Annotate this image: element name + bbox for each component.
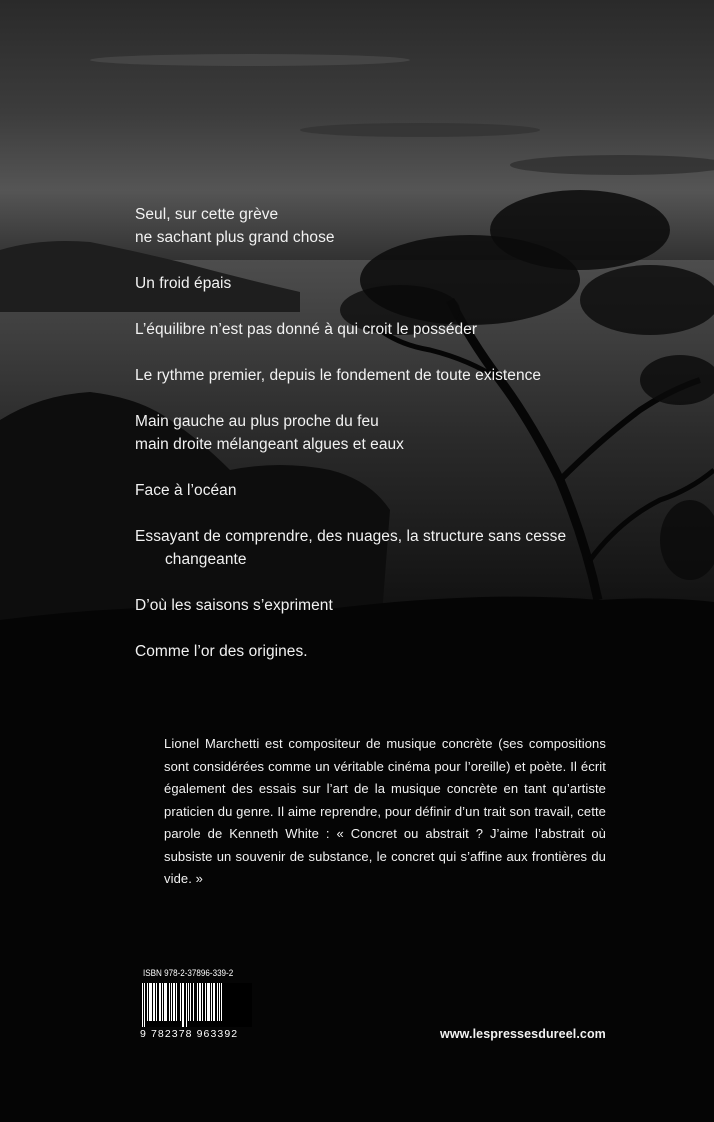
poem-line: L’équilibre n’est pas donné à qui croit le posséder bbox=[135, 321, 478, 338]
poem-stanza bbox=[135, 272, 605, 295]
poem-stanza bbox=[135, 594, 605, 617]
barcode-digits: 9 782378 963392 bbox=[140, 1028, 239, 1040]
poem-line: Essayant de comprendre, des nuages, la structure sans cesse bbox=[135, 528, 567, 545]
poem-line: Face à l’océan bbox=[135, 482, 237, 499]
barcode-bar bbox=[180, 983, 181, 1021]
poem-line: Main gauche au plus proche du feu bbox=[135, 413, 379, 430]
barcode-bar bbox=[159, 983, 161, 1021]
barcode-bar bbox=[217, 983, 218, 1021]
poem-stanza bbox=[135, 410, 605, 456]
barcode-bar bbox=[186, 983, 187, 1027]
poem bbox=[135, 203, 605, 686]
barcode-bar bbox=[156, 983, 157, 1021]
author-bio: Lionel Marchetti est compositeur de musique concrète (ses compositions sont considérées comme un véritable cinéma pour l’oreille) et poète. Il écrit également des essais sur l’art de la musique concrète en tant qu’artiste praticien du genre. Il aime reprendre, pour définir d’un trait son travail, cette parole de Kenneth White : « Concret ou abstrait ? J’aime l’abstrait où subsiste un souvenir de substance, le concret qui s’affine aux frontières du vide. » bbox=[164, 736, 606, 886]
poem-line: changeante bbox=[165, 551, 247, 568]
poem-stanza bbox=[135, 479, 605, 502]
poem-line: Seul, sur cette grève bbox=[135, 206, 279, 223]
poem-line: ne sachant plus grand chose bbox=[135, 229, 335, 246]
barcode-bar bbox=[176, 983, 177, 1021]
poem-stanza bbox=[135, 318, 605, 341]
barcode-bar bbox=[149, 983, 152, 1021]
publisher-website[interactable]: www.lespressesdureel.com bbox=[440, 1027, 606, 1041]
poem-stanza bbox=[135, 640, 605, 663]
isbn-block bbox=[140, 968, 260, 1039]
barcode-bar bbox=[169, 983, 170, 1021]
barcode-bar bbox=[182, 983, 184, 1027]
barcode-bar bbox=[199, 983, 201, 1021]
barcode-bar bbox=[188, 983, 189, 1021]
barcode-bar bbox=[205, 983, 206, 1021]
barcode-bar bbox=[164, 983, 167, 1021]
barcode-bar bbox=[142, 983, 143, 1027]
barcode-bar bbox=[153, 983, 155, 1021]
barcode-bar bbox=[144, 983, 145, 1027]
poem-line: D’où les saisons s’expriment bbox=[135, 597, 333, 614]
poem-stanza bbox=[135, 203, 605, 249]
poem-line: main droite mélangeant algues et eaux bbox=[135, 436, 404, 453]
barcode-bar bbox=[211, 983, 212, 1021]
isbn-label: ISBN 978-2-37896-339-2 bbox=[143, 968, 234, 979]
barcode-bar bbox=[219, 983, 220, 1021]
barcode-bar bbox=[171, 983, 172, 1021]
barcode-bar bbox=[193, 983, 194, 1021]
barcode-bar bbox=[213, 983, 215, 1021]
barcode bbox=[140, 983, 252, 1039]
poem-line: Le rythme premier, depuis le fondement de toute existence bbox=[135, 367, 542, 384]
barcode-bar bbox=[147, 983, 148, 1021]
poem-line: Comme l’or des origines. bbox=[135, 643, 308, 660]
barcode-bar bbox=[197, 983, 198, 1021]
barcode-bar bbox=[221, 983, 222, 1021]
barcode-bar bbox=[190, 983, 191, 1021]
barcode-bar bbox=[202, 983, 203, 1021]
barcode-bar bbox=[162, 983, 163, 1021]
barcode-bar bbox=[207, 983, 210, 1021]
poem-line: Un froid épais bbox=[135, 275, 232, 292]
barcode-bars bbox=[140, 983, 252, 1027]
poem-stanza bbox=[135, 525, 605, 571]
poem-stanza bbox=[135, 364, 605, 387]
barcode-bar bbox=[173, 983, 175, 1021]
